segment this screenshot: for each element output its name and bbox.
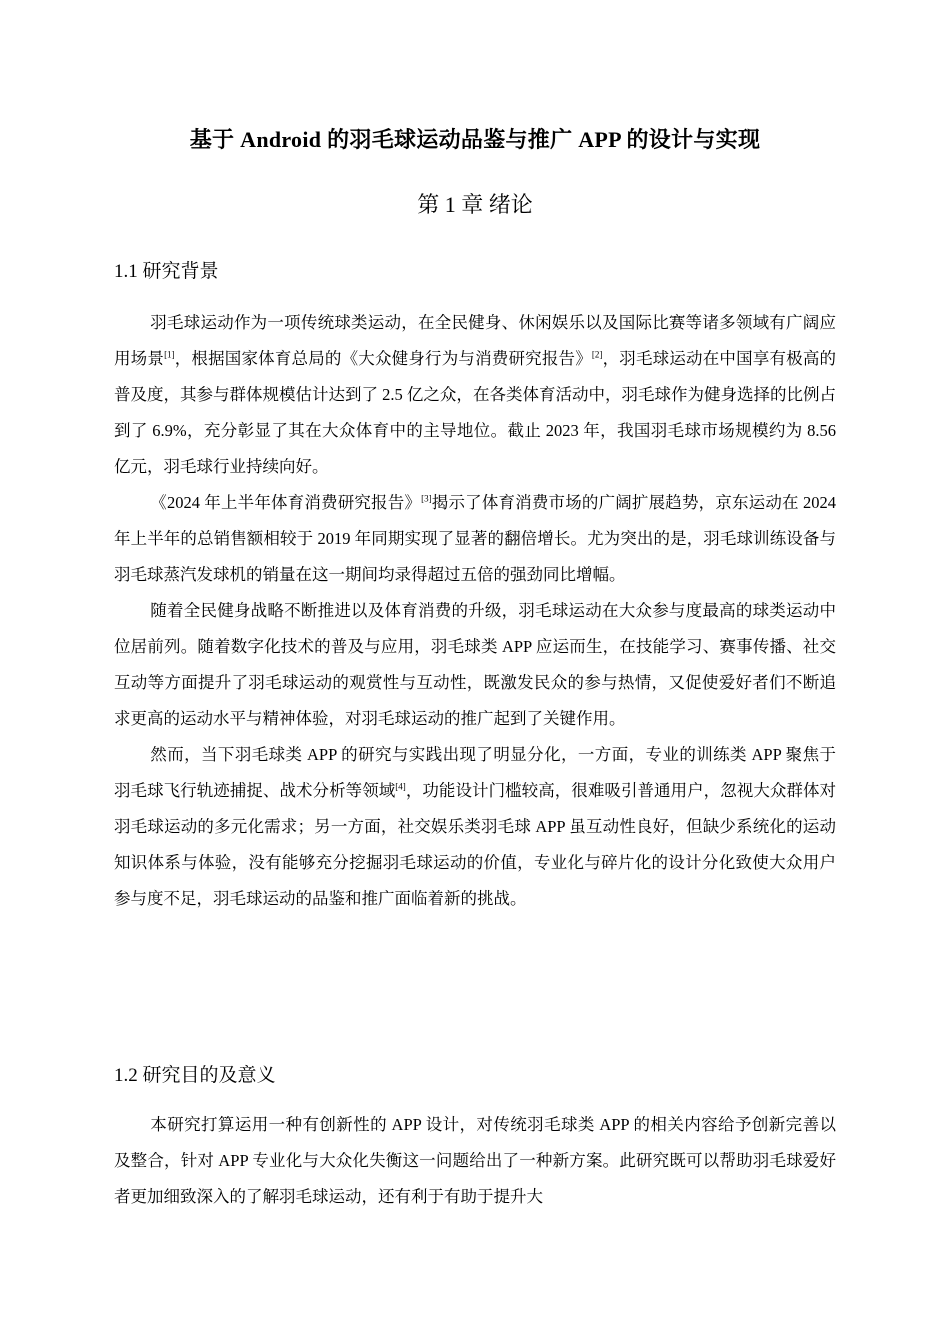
citation-1: [1] — [164, 349, 175, 360]
section-heading-1-2: 1.2 研究目的及意义 — [114, 1065, 276, 1086]
section-1-1-body — [114, 305, 836, 917]
citation-2: [2] — [591, 349, 603, 360]
section-1-2-body — [114, 1107, 836, 1215]
paragraph-2: 《2024 年上半年体育消费研究报告》[3]揭示了体育消费市场的广阔扩展趋势，京东运动在 2024 年上半年的总销售额相较于 2019 年同期实现了显著的翻倍增长。尤为突出的是，羽毛球训练设备与羽毛球蒸汽发球机的销量在这一期间均录得超过五倍的强劲同比增幅。 — [114, 493, 837, 584]
citation-3: [3] — [421, 493, 432, 504]
paragraph-5: 本研究打算运用一种有创新性的 APP 设计，对传统羽毛球类 APP 的相关内容给予创新完善以及整合，针对 APP 专业化与大众化失衡这一问题给出了一种新方案。此研究既可以帮助羽毛球爱好者更加细致深入的了解羽毛球运动，还有利于有助于提升大 — [114, 1115, 836, 1206]
section-heading-1-1: 1.1 研究背景 — [114, 261, 219, 282]
chapter-title: 第 1 章 绪论 — [417, 192, 533, 217]
paragraph-1: 羽毛球运动作为一项传统球类运动，在全民健身、休闲娱乐以及国际比赛等诸多领域有广阔应用场景[1]，根据国家体育总局的《大众健身行为与消费研究报告》[2]，羽毛球运动在中国享有极高的普及度，其参与群体规模估计达到了 2.5 亿之众，在各类体育活动中，羽毛球作为健身选择的比例占到了 6.9%，充分彰显了其在大众体育中的主导地位。截止 2023 年，我国羽毛球市场规模约为 8.56 亿元，羽毛球行业持续向好。 — [114, 313, 837, 476]
citation-4: [4] — [395, 781, 406, 792]
paragraph-4: 然而，当下羽毛球类 APP 的研究与实践出现了明显分化，一方面，专业的训练类 APP 聚焦于羽毛球飞行轨迹捕捉、战术分析等领域[4]，功能设计门槛较高，很难吸引普通用户，忽视大众群体对羽毛球运动的多元化需求；另一方面，社交娱乐类羽毛球 APP 虽互动性良好，但缺少系统化的运动知识体系与体验，没有能够充分挖掘羽毛球运动的价值，专业化与碎片化的设计分化致使大众用户参与度不足，羽毛球运动的品鉴和推广面临着新的挑战。 — [114, 745, 837, 908]
paragraph-3: 随着全民健身战略不断推进以及体育消费的升级，羽毛球运动在大众参与度最高的球类运动中位居前列。随着数字化技术的普及与应用，羽毛球类 APP 应运而生，在技能学习、赛事传播、社交互动等方面提升了羽毛球运动的观赏性与互动性，既激发民众的参与热情，又促使爱好者们不断追求更高的运动水平与精神体验，对羽毛球运动的推广起到了关键作用。 — [114, 601, 836, 728]
document-title: 基于 Android 的羽毛球运动品鉴与推广 APP 的设计与实现 — [189, 127, 761, 152]
